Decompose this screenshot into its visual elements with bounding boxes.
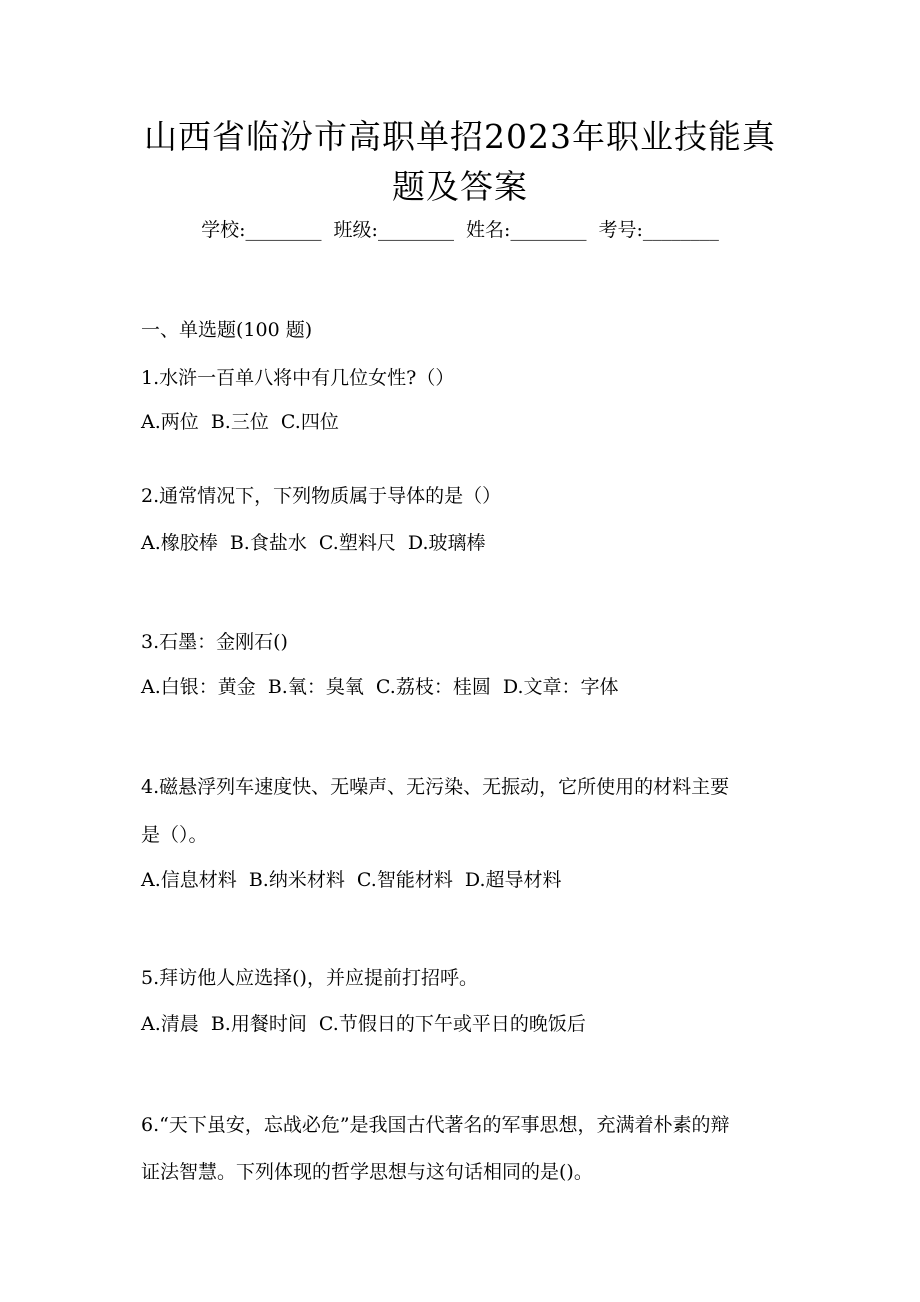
student-info-line: 学校:________ 班级:________ 姓名:________ 考号:________ — [201, 219, 719, 241]
document-title — [0, 112, 920, 212]
section-heading: 一、单选题(100 题) — [141, 319, 313, 341]
question-4-stem-line-2: 是（）。 — [141, 824, 208, 846]
question-1-options: A.两位 B.三位 C.四位 — [141, 411, 339, 433]
question-4-options: A.信息材料 B.纳米材料 C.智能材料 D.超导材料 — [141, 869, 562, 891]
question-1-stem: 1.水浒一百单八将中有几位女性?（） — [141, 367, 455, 389]
question-3-stem: 3.石墨：金刚石() — [141, 631, 288, 653]
question-2-stem: 2.通常情况下，下列物质属于导体的是（） — [141, 485, 502, 507]
question-3-options: A.白银：黄金 B.氧：臭氧 C.荔枝：桂圆 D.文章：字体 — [141, 676, 619, 698]
question-5-stem: 5.拜访他人应选择()，并应提前打招呼。 — [141, 967, 478, 989]
question-5-options: A.清晨 B.用餐时间 C.节假日的下午或平日的晚饭后 — [141, 1013, 586, 1035]
question-6-stem-line-2: 证法智慧。下列体现的哲学思想与这句话相同的是()。 — [141, 1161, 593, 1183]
question-2-options: A.橡胶棒 B.食盐水 C.塑料尺 D.玻璃棒 — [141, 532, 486, 554]
question-4-stem-line-1: 4.磁悬浮列车速度快、无噪声、无污染、无振动，它所使用的材料主要 — [141, 776, 730, 798]
question-6-stem-line-1: 6.“天下虽安，忘战必危”是我国古代著名的军事思想，充满着朴素的辩 — [141, 1114, 730, 1136]
title-line-2: 题及答案 — [392, 167, 528, 206]
title-line-1: 山西省临汾市高职单招2023年职业技能真 — [144, 117, 776, 156]
